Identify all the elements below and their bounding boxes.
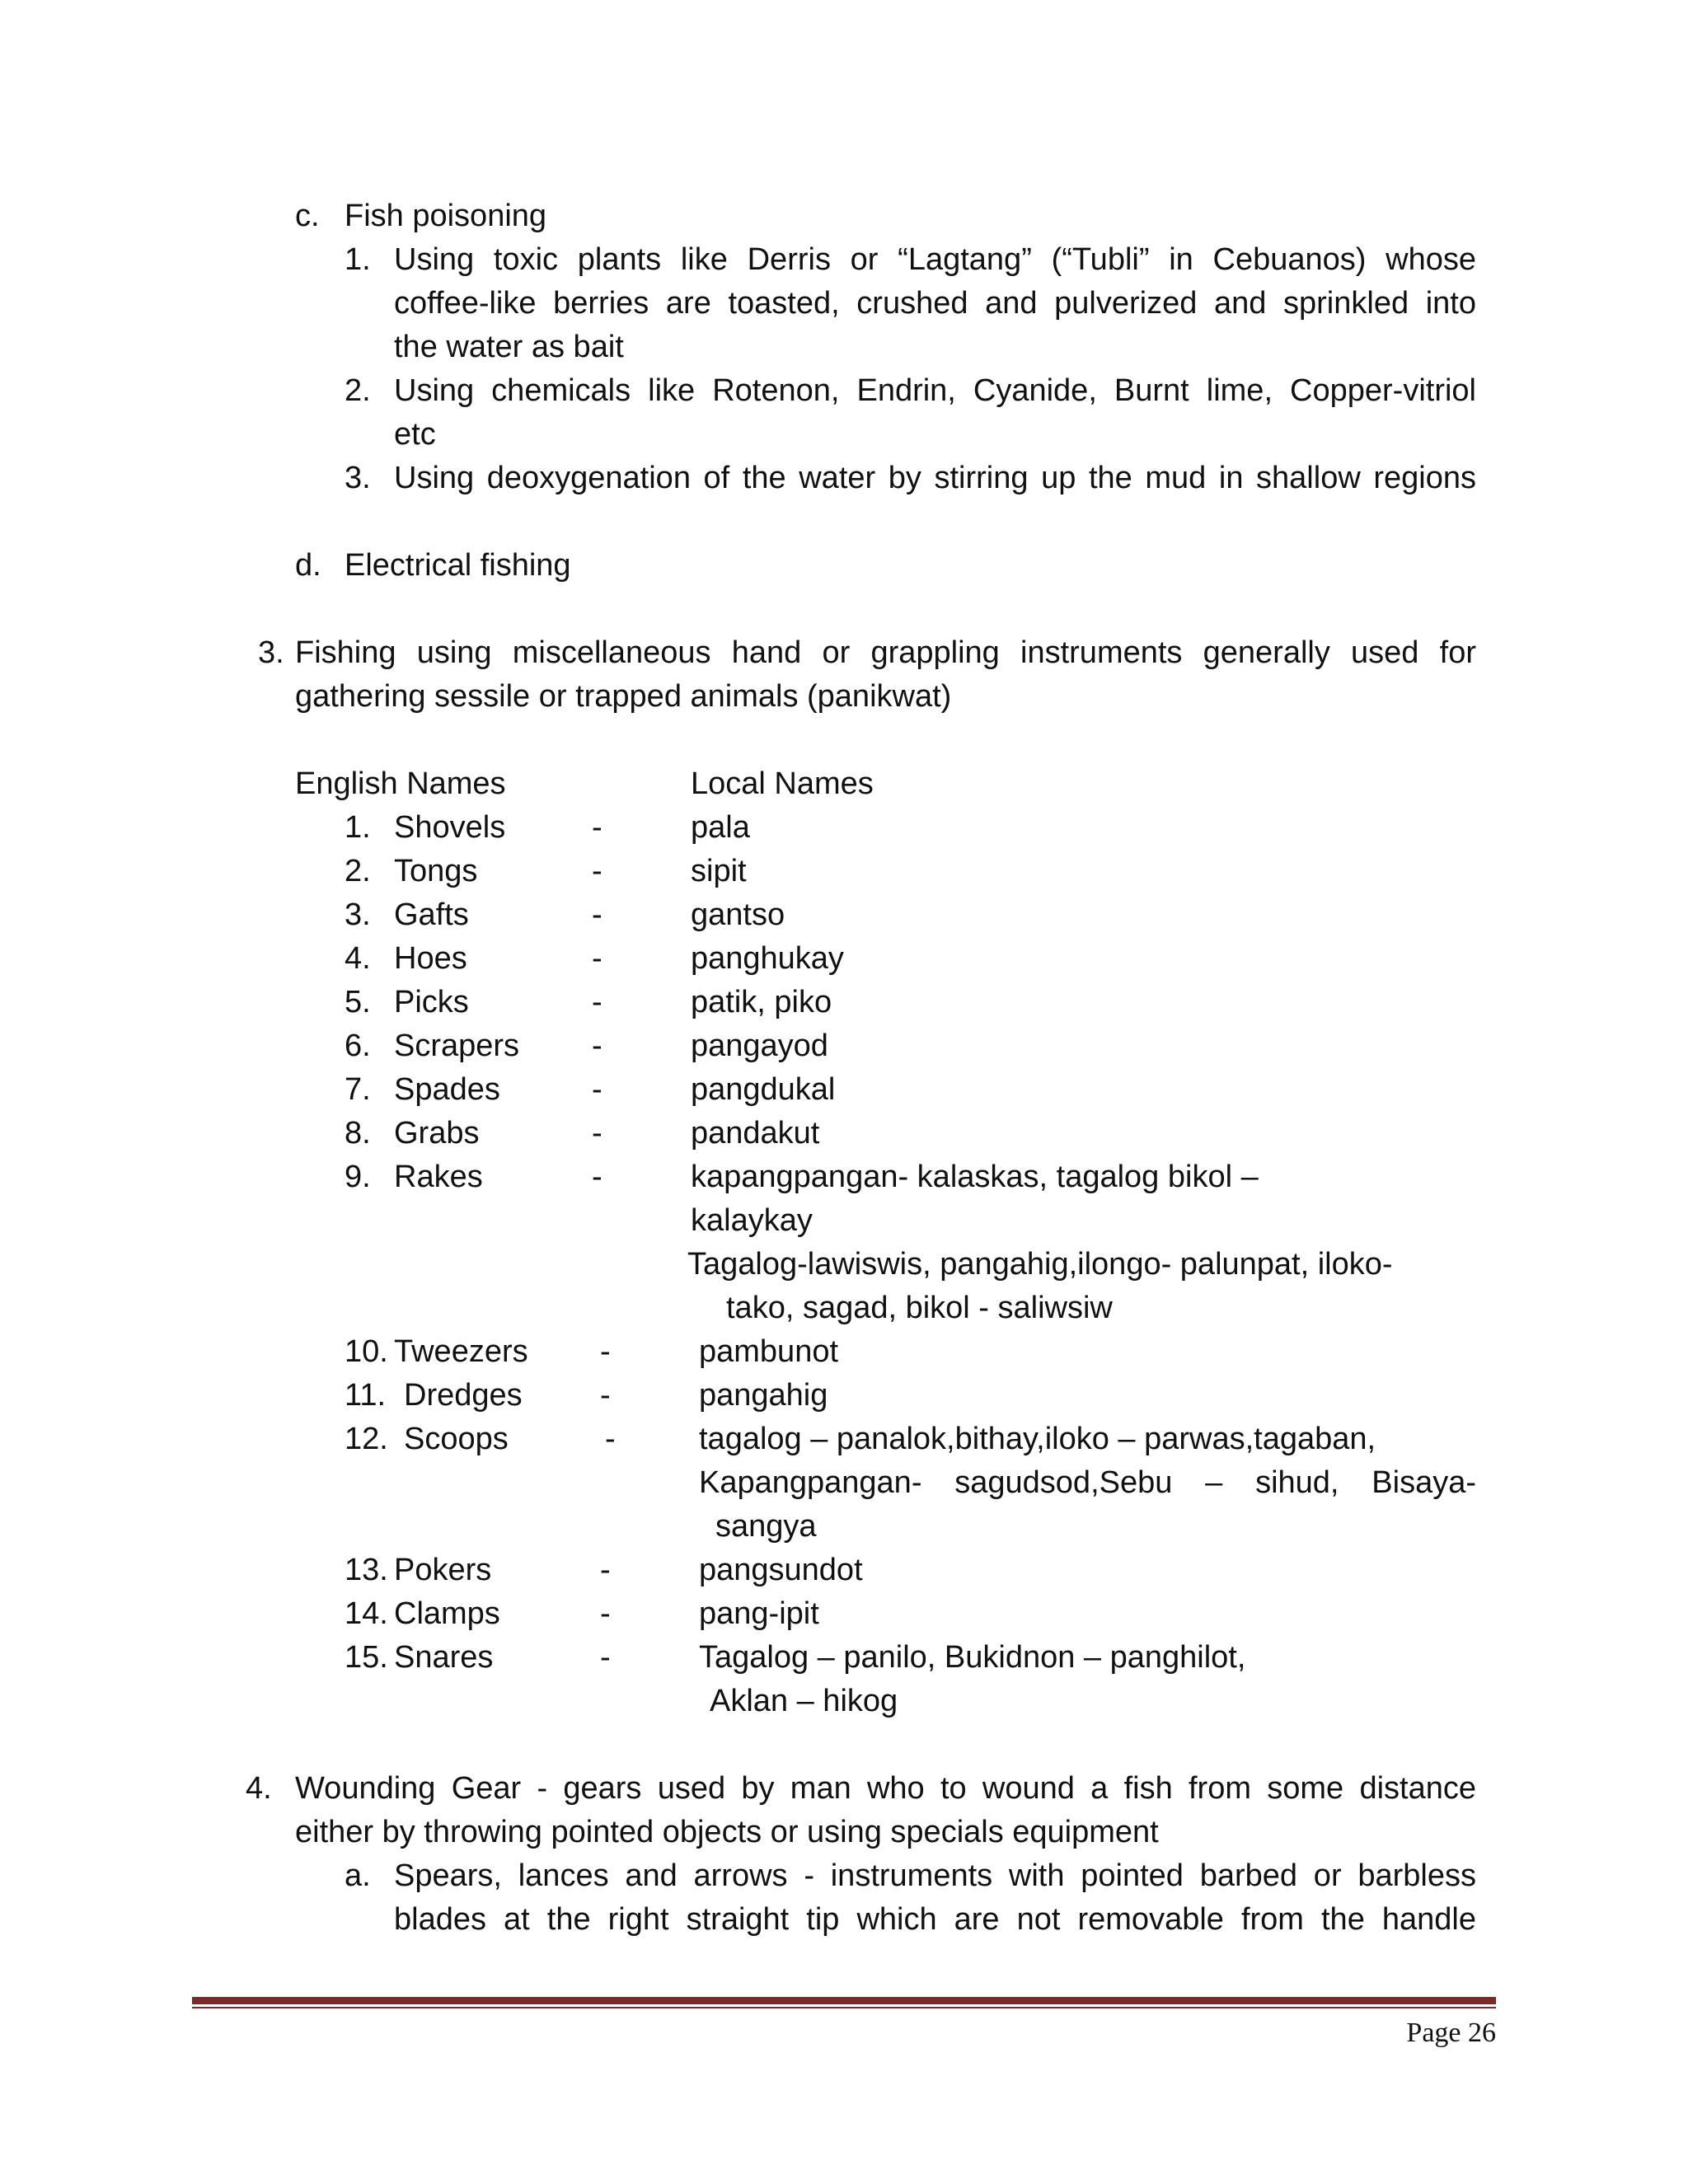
row-local-name-continued: kalaykay [691,1203,813,1238]
row-number: 7. [345,1072,371,1107]
row-english-name: Tongs [394,854,478,888]
section-4a-line-1: Spears, lances and arrows - instruments with pointed barbed or barbless [394,1858,1476,1893]
row-local-name: pang-ipit [699,1596,819,1631]
row-local-name: pangsundot [699,1553,863,1587]
section-4-line-1: Wounding Gear - gears used by man who to wound a fish from some distance [295,1771,1476,1806]
row-english-name: Scoops [404,1422,509,1456]
row-number: 9. [345,1160,371,1194]
row-dash: - [600,1378,611,1413]
row-number: 15. [345,1640,388,1675]
row-english-name: Scrapers [394,1029,520,1063]
row-local-name: patik, piko [691,985,832,1019]
row-local-name: pangahig [699,1378,828,1413]
row-local-name: tagalog – panalok,bithay,iloko – parwas,tagaban, [699,1422,1376,1456]
row-local-name-continued: Kapangpangan- sagudsod,Sebu – sihud, Bisaya- [699,1465,1476,1500]
row-dash: - [605,1422,616,1456]
row-dash: - [592,810,603,845]
row-local-name: pambunot [699,1334,839,1369]
section-c-title: Fish poisoning [345,199,547,233]
row-number: 12. [345,1422,388,1456]
row-english-name: Spades [394,1072,500,1107]
row-dash: - [592,1029,603,1063]
section-3-line-1: Fishing using miscellaneous hand or grappling instruments generally used for [295,635,1476,670]
row-dash: - [592,1160,603,1194]
row-dash: - [600,1640,611,1675]
row-number: 4. [345,941,371,976]
row-dash: - [592,898,603,932]
row-number: 3. [345,898,371,932]
section-d-title: Electrical fishing [345,548,571,583]
row-local-name: sipit [691,854,747,888]
row-english-name: Grabs [394,1116,480,1151]
section-d-marker: d. [295,548,321,583]
row-english-name: Clamps [394,1596,500,1631]
row-number: 11. [345,1378,387,1413]
row-english-name: Tweezers [394,1334,528,1369]
section-c-item-1-marker: 1. [345,242,371,277]
section-4a-line-2: blades at the right straight tip which are not removable from the handle [394,1902,1476,1937]
section-c-item-1-line-2: coffee-like berries are toasted, crushed and pulverized and sprinkled into [394,286,1476,321]
section-c-item-2-line-1: Using chemicals like Rotenon, Endrin, Cyanide, Burnt lime, Copper-vitriol [394,373,1476,408]
row-english-name: Gafts [394,898,469,932]
row-dash: - [600,1553,611,1587]
row-dash: - [600,1596,611,1631]
row-local-name-continued: Tagalog-lawiswis, pangahig,ilongo- palunpat, iloko- [687,1247,1393,1282]
row-english-name: Rakes [394,1160,483,1194]
row-number: 13. [345,1553,388,1587]
row-number: 1. [345,810,371,845]
section-c-item-3-marker: 3. [345,461,371,495]
row-english-name: Shovels [394,810,506,845]
section-3-marker: 3. [258,635,284,670]
row-local-name: pangayod [691,1029,828,1063]
row-dash: - [592,854,603,888]
section-c-item-1-line-1: Using toxic plants like Derris or “Lagtang” (“Tubli” in Cebuanos) whose [394,242,1476,277]
row-english-name: Pokers [394,1553,492,1587]
section-c-item-2-line-2: etc [394,417,436,452]
section-3-line-2: gathering sessile or trapped animals (panikwat) [295,679,952,714]
footer-rule [192,1997,1496,2004]
row-number: 6. [345,1029,371,1063]
row-english-name: Picks [394,985,469,1019]
row-number: 5. [345,985,371,1019]
row-local-name: pala [691,810,750,845]
row-local-name: gantso [691,898,785,932]
table-header-local: Local Names [691,766,874,801]
row-dash: - [592,985,603,1019]
row-local-name-continued: Aklan – hikog [710,1684,898,1718]
section-c-item-1-line-3: the water as bait [394,330,624,364]
row-number: 14. [345,1596,388,1631]
row-dash: - [592,1116,603,1151]
row-local-name: Tagalog – panilo, Bukidnon – panghilot, [699,1640,1246,1675]
section-4-line-2: either by throwing pointed objects or using specials equipment [295,1815,1159,1849]
row-local-name-continued: sangya [715,1509,817,1544]
row-local-name: kapangpangan- kalaskas, tagalog bikol – [691,1160,1259,1194]
row-english-name: Snares [394,1640,494,1675]
section-c-marker: c. [295,199,320,233]
row-english-name: Hoes [394,941,467,976]
row-number: 10. [345,1334,388,1369]
footer-rule-thin [192,2007,1496,2008]
page-number: Page 26 [1406,2018,1496,2048]
table-header-english: English Names [295,766,506,801]
row-local-name: panghukay [691,941,844,976]
row-local-name: pandakut [691,1116,820,1151]
row-dash: - [592,941,603,976]
section-c-item-2-marker: 2. [345,373,371,408]
section-4-marker: 4. [246,1771,272,1806]
section-c-item-3-line-1: Using deoxygenation of the water by stirring up the mud in shallow regions [394,461,1476,495]
row-dash: - [592,1072,603,1107]
row-local-name: pangdukal [691,1072,836,1107]
row-number: 8. [345,1116,371,1151]
row-dash: - [600,1334,611,1369]
row-english-name: Dredges [404,1378,523,1413]
section-4a-marker: a. [345,1858,371,1893]
row-local-name-continued: tako, sagad, bikol - saliwsiw [726,1291,1113,1325]
row-number: 2. [345,854,371,888]
